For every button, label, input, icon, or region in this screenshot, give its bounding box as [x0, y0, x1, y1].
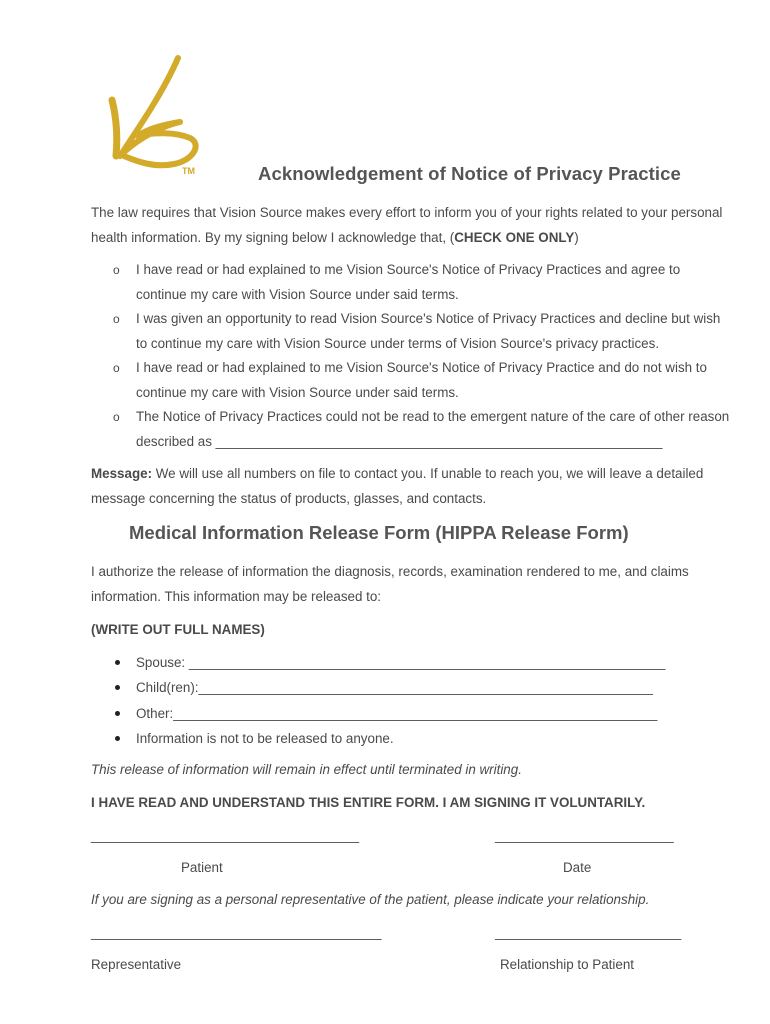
vision-source-logo	[98, 52, 216, 178]
option-marker: o	[113, 361, 120, 375]
ack-message	[91, 462, 741, 511]
recipient-text: Other:_________________________________________________________________	[136, 705, 658, 721]
date-label: Date	[563, 860, 592, 875]
ack-intro-close: )	[574, 229, 579, 245]
validity-note: This release of information will remain in effect until terminated in writing.	[91, 762, 522, 777]
logo-v-stroke	[112, 100, 117, 156]
logo-s-stroke	[120, 58, 196, 165]
recipient-none[interactable]	[91, 726, 731, 751]
bullet-icon	[115, 711, 120, 716]
representative-signature-line[interactable]: _______________________________________	[91, 925, 382, 940]
ack-option-text: I have read or had explained to me Vision Source's Notice of Privacy Practices and agree to continue my care with Vision Source under said terms.	[136, 262, 681, 302]
bullet-icon	[115, 685, 120, 690]
ack-option[interactable]	[91, 356, 731, 405]
bullet-icon	[115, 736, 120, 741]
write-out-instruction: (WRITE OUT FULL NAMES)	[91, 622, 265, 637]
patient-label: Patient	[181, 860, 223, 875]
release-recipients-list	[91, 650, 731, 752]
ack-option[interactable]	[91, 258, 731, 307]
date-line[interactable]: ________________________	[495, 828, 674, 843]
option-marker: o	[113, 410, 120, 424]
recipient-text: Information is not to be released to anyone.	[136, 731, 394, 747]
release-intro: I authorize the release of information the diagnosis, records, examination rendered to me, and claims information. This information may be released to:	[91, 564, 689, 604]
bullet-icon	[115, 660, 120, 665]
ack-option-text: I have read or had explained to me Vision Source's Notice of Privacy Practice and do not wish to continue my care with Vision Source under said terms.	[136, 360, 707, 400]
option-marker: o	[113, 312, 120, 326]
recipient-text: Child(ren):_____________________________________________________________	[136, 680, 653, 696]
relationship-label: Relationship to Patient	[500, 957, 634, 972]
message-label: Message:	[91, 466, 153, 481]
ack-option[interactable]	[91, 405, 731, 454]
recipient-children[interactable]	[91, 675, 731, 700]
recipient-text: Spouse: ________________________________________________________________	[136, 655, 666, 670]
logo-trademark: TM	[182, 166, 195, 176]
recipient-spouse[interactable]	[91, 650, 731, 675]
ack-title: Acknowledgement of Notice of Privacy Practice	[258, 163, 681, 184]
ack-option-text: I was given an opportunity to read Vision Source's Notice of Privacy Practices and decline but wish to continue my care with Vision Source under terms of Vision Source's privacy practices.	[136, 311, 721, 351]
relationship-line[interactable]: _________________________	[495, 925, 682, 940]
ack-option-text: The Notice of Privacy Practices could not be read to the emergent nature of the care of other reason described as ____________________________________________________________	[136, 409, 730, 449]
ack-options-list	[91, 258, 731, 454]
ack-intro-emphasis: CHECK ONE ONLY	[454, 229, 575, 245]
message-text: We will use all numbers on file to contact you. If unable to reach you, we will leave a detailed message concerning the status of products, glasses, and contacts.	[91, 466, 704, 506]
option-marker: o	[113, 263, 120, 277]
recipient-other[interactable]	[91, 701, 731, 726]
declaration: I HAVE READ AND UNDERSTAND THIS ENTIRE FORM. I AM SIGNING IT VOLUNTARILY.	[91, 795, 646, 810]
representative-note: If you are signing as a personal representative of the patient, please indicate your relationship.	[91, 892, 650, 907]
ack-intro-text: The law requires that Vision Source makes every effort to inform you of your rights related to your personal health information. By my signing below I acknowledge that, (	[91, 205, 723, 245]
representative-label: Representative	[91, 957, 182, 972]
release-title: Medical Information Release Form (HIPPA Release Form)	[129, 522, 629, 543]
ack-option[interactable]	[91, 307, 731, 356]
ack-intro	[91, 201, 741, 250]
patient-signature-line[interactable]: ____________________________________	[91, 828, 360, 843]
